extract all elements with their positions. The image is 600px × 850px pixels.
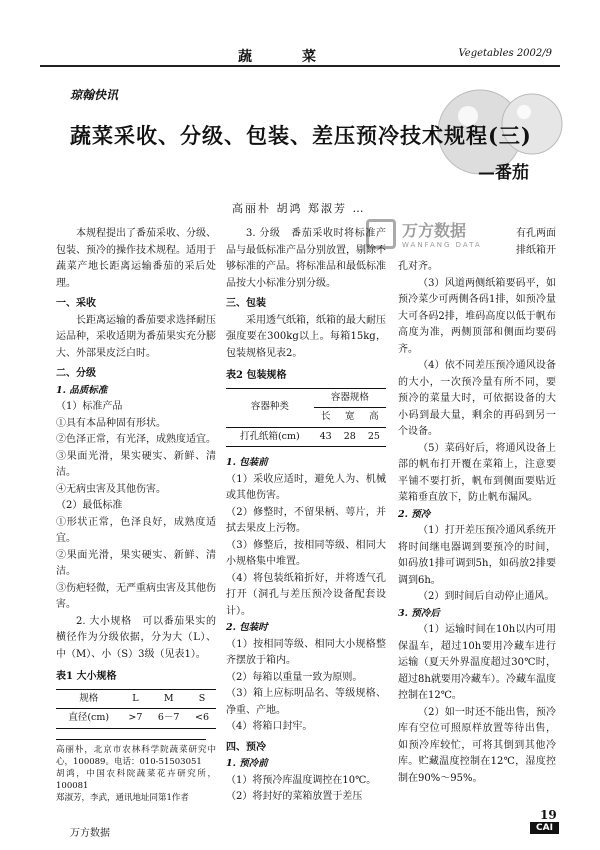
- before-packing-heading: 1. 包装前: [226, 457, 268, 468]
- column-3: [398, 226, 556, 787]
- list-item: （3）风道两侧纸箱要码平，如预冷菜少可两侧各码1排，如预冷量大可各码2排，堆码高度以低于帆布高度为准，两侧顶部和侧面均要码齐。: [398, 277, 556, 355]
- footnote-divider: [56, 739, 206, 740]
- column-1: [56, 226, 216, 804]
- list-item: （3）箱上应标明品名、等级规格、净重、产地。: [226, 688, 386, 716]
- table-cell: 打孔纸箱(cm): [239, 430, 300, 442]
- journal-header-issue: Vegetables 2002/9: [458, 48, 552, 59]
- section-precooling-title: 四、预冷: [226, 741, 266, 753]
- page-number: 19: [540, 808, 557, 822]
- watermark-cn: 万方数据: [402, 221, 467, 240]
- list-item: ④无病虫害及其他伤害。: [56, 483, 166, 495]
- cai-badge: CAI: [530, 822, 559, 834]
- footnote: 郑淑芳，李武，通讯地址同第1作者: [56, 792, 189, 803]
- footnote: 胡鸿，中国农科院蔬菜花卉研究所，100081: [56, 768, 216, 791]
- abstract: 本规程提出了番茄采收、分级、包装、预冷的操作技术规程。适用于蔬菜产地长距离运输番茄的采后处理。: [56, 228, 216, 289]
- grading-step-text: 3. 分级 番茄采收时将标准产品与最低标准产品分别放置，剔除不够标准的产品。将标准品和最低标准品按大小标准分别分级。: [226, 228, 386, 289]
- continued-line: 有孔两面: [516, 228, 556, 239]
- section-harvest-text: 长距离运输的番茄要求选择耐压运品种，采收适期为番茄果实充分膨大、外部果皮泛白时。: [56, 314, 216, 359]
- table1-caption: 表1 大小规格: [56, 671, 117, 682]
- list-item: ①形状正常，色泽良好，成熟度适宜。: [56, 516, 216, 544]
- table-cell: >7: [128, 712, 143, 723]
- table-header-cell: 高: [362, 408, 386, 428]
- table-header-cell: 长: [314, 408, 338, 428]
- list-item: （5）菜码好后，将通风设备上部的帆布打开覆在菜箱上，注意要平铺不要打折，帆布到侧面要贴近菜箱垂直放下，防止帆布漏风。: [398, 442, 556, 503]
- source-footer: 万方数据: [70, 828, 110, 839]
- footnote: 高丽朴，北京市农林科学院蔬菜研究中心，100089。电话：010-51503051: [56, 744, 216, 767]
- list-item: （2）如一时还不能出售，预冷库有空位可照原样放置等待出售，如预冷库较忙，可将其倒到其他冷库。贮藏温度控制在12℃，湿度控制在90%～95%。: [398, 706, 556, 784]
- list-item: （4）将箱口封牢。: [226, 721, 313, 732]
- section-packaging-text: 采用透气纸箱，纸箱的最大耐压强度要在300kg以上。每箱15kg，包装规格见表2。: [226, 314, 386, 359]
- list-item: （1）按相同等级、相同大小规格整齐摆放于箱内。: [226, 638, 386, 666]
- before-precooling-heading: 1. 预冷前: [226, 758, 268, 769]
- header-divider: [40, 65, 560, 67]
- section-harvest-title: 一、采收: [56, 298, 96, 309]
- table-header-cell: 宽: [338, 408, 362, 428]
- column-tag: 琼翰快讯: [70, 88, 119, 102]
- list-item: （1）运输时间在10h以内可用保温车，超过10h要用冷藏车进行运输（夏天外界温度超过30℃时，超过8h就要用冷藏车）。冷藏车温度控制在12℃。: [398, 624, 556, 701]
- list-item: ③果面光滑，果实硬实、新鲜、清洁。: [56, 450, 216, 478]
- table-header-cell: S: [188, 689, 216, 709]
- journal-header-title: 蔬 菜: [238, 49, 334, 65]
- article-title: 蔬菜采收、分级、包装、差压预冷技术规程(三): [70, 123, 532, 148]
- continued-line: 孔对齐。: [398, 261, 438, 272]
- table-cell: 43: [319, 430, 332, 442]
- article-subtitle: —番茄: [478, 163, 529, 183]
- table1: [56, 689, 216, 729]
- after-precooling-heading: 3. 预冷后: [398, 607, 440, 619]
- quality-standard-heading: 1. 品质标准: [56, 384, 108, 396]
- list-item: （3）修整后，按相同等级、相同大小规格集中堆置。: [226, 539, 386, 567]
- minimum-standard-heading: （2）最低标准: [56, 500, 123, 511]
- table-cell: 25: [367, 430, 380, 442]
- list-item: ①具有本品种固有形状。: [56, 417, 166, 429]
- table-header-cell: 规格: [56, 689, 121, 709]
- table2: [226, 388, 386, 448]
- list-item: （1）将预冷库温度调控在10℃。: [226, 774, 377, 786]
- list-item: ②果面光滑，果实硬实、新鲜、清洁。: [56, 549, 216, 577]
- table-cell: 直径(cm): [68, 712, 110, 723]
- list-item: （2）修整时，不留果柄、萼片，并拭去果皮上污物。: [226, 506, 386, 534]
- list-item: （4）依不同差压预冷通风设备的大小，一次预冷量有所不同，要预冷的菜量大时，可依据设备的大小码到最大量，剩余的再码到另一个设备。: [398, 360, 556, 437]
- precooling-heading: 2. 预冷: [398, 508, 431, 520]
- table-header-cell: M: [149, 689, 188, 709]
- standard-product-heading: （1）标准产品: [56, 401, 123, 412]
- table-cell: 6－7: [157, 712, 180, 723]
- watermark-en: WANFANG DATA: [402, 241, 482, 249]
- section-packaging-title: 三、包装: [226, 298, 266, 309]
- table-cell: 28: [343, 430, 356, 442]
- list-item: （1）采收应适时，避免人为、机械或其他伤害。: [226, 473, 386, 501]
- table-cell: <6: [194, 712, 209, 723]
- size-spec-text: 2. 大小规格 可以番茄果实的横径作为分级依据，分为大（L）、中（M）、小（S）3级（见表1）。: [56, 615, 216, 660]
- list-item: ②色泽正常，有光泽，成熟度适宜。: [56, 434, 216, 445]
- during-packing-heading: 2. 包装时: [226, 622, 268, 633]
- continued-line: 排纸箱开: [516, 244, 556, 256]
- list-item: （4）将包装纸箱折好，并将透气孔打开（洞孔与差压预冷设备配套设计）。: [226, 572, 386, 617]
- column-2: [226, 226, 386, 806]
- list-item: （2）到时间后自动停止通风。: [418, 591, 555, 602]
- list-item: （2）每箱以重量一致为原则。: [226, 671, 363, 683]
- section-grading-title: 二、分级: [56, 368, 96, 379]
- table-header-cell: 容器种类: [226, 388, 314, 427]
- list-item: （2）将封好的菜箱放置于差压: [226, 791, 363, 802]
- table2-caption: 表2 包装规格: [226, 370, 287, 381]
- table-header-cell: L: [121, 689, 149, 709]
- list-item: ③伤疤轻微，无严重病虫害及其他伤害。: [56, 582, 216, 610]
- author-list: 高丽朴 胡鸿 郑淑芳 …: [232, 202, 366, 215]
- table-header-cell: 容器规格: [314, 388, 386, 408]
- list-item: （1）打开差压预冷通风系统开将时间继电器调到要预冷的时间，如码放1排可调到5h，如码放2排要调到6h。: [398, 525, 556, 586]
